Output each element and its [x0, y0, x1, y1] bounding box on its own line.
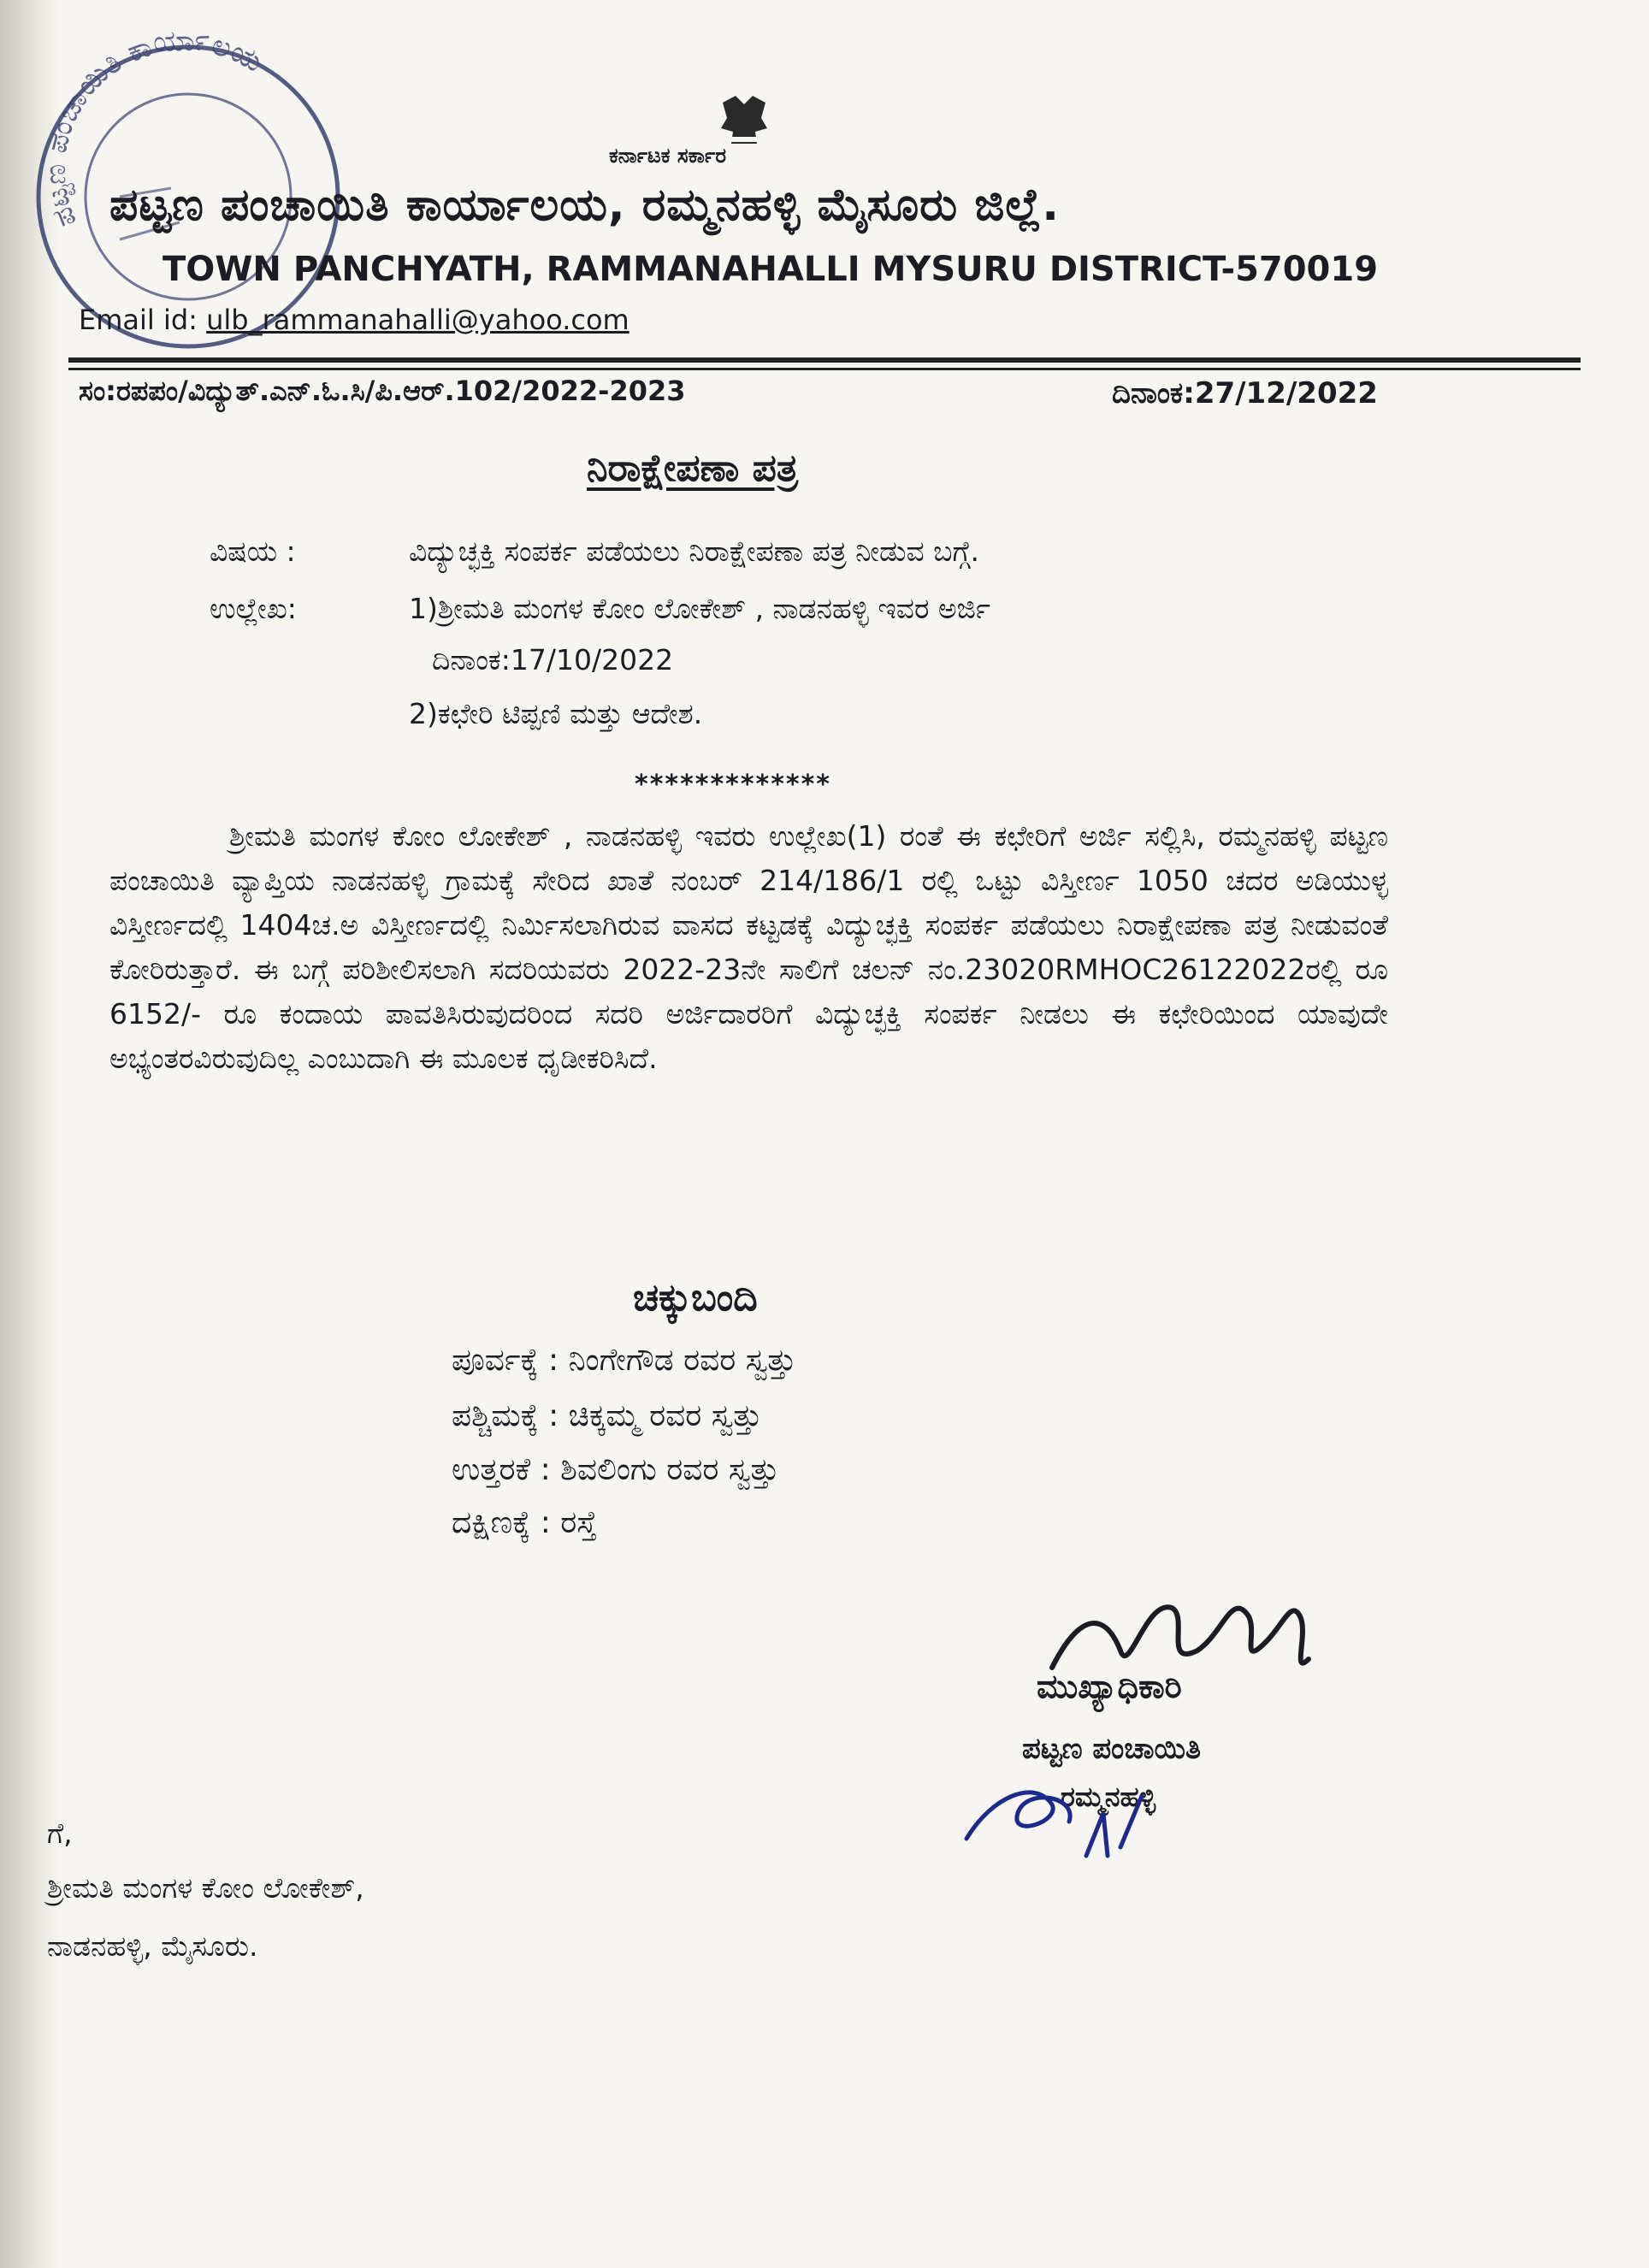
signatory-place: ರಮ್ಮನಹಳ್ಳಿ — [1061, 1781, 1156, 1813]
initials-scrawl — [958, 1762, 1155, 1864]
reference-item-1-date: ದಿನಾಂಕ:17/10/2022 — [432, 643, 674, 676]
recipient-address: ನಾಡನಹಳ್ಳಿ, ಮೈಸೂರು. — [47, 1929, 258, 1963]
letter-date: ದಿನಾಂಕ:27/12/2022 — [1112, 376, 1378, 410]
boundary-east: ಪೂರ್ವಕ್ಕೆ : ನಿಂಗೇಗೌಡ ರವರ ಸ್ವತ್ತು — [452, 1343, 796, 1378]
email-label: Email id: — [79, 304, 198, 336]
boundaries-title: ಚಕ್ಕುಬಂದಿ — [633, 1276, 758, 1320]
body-paragraph: ಶ್ರೀಮತಿ ಮಂಗಳ ಕೋಂ ಲೋಕೇಶ್ , ನಾಡನಹಳ್ಳಿ ಇವರು ಉಲ್ಲೇಖ(1) ರಂತೆ ಈ ಕಛೇರಿಗೆ ಅರ್ಜಿ ಸಲ್ಲಿಸಿ, ರಮ್ಮನಹಳ್ಳಿ ಪಟ್ಟಣ ಪಂಚಾಯಿತಿ ವ್ಯಾಪ್ತಿಯ ನಾಡನಹಳ್ಳಿ ಗ್ರಾಮಕ್ಕೆ ಸೇರಿದ ಖಾತೆ ನಂಬರ್ 214/186/1 ರಲ್ಲಿ ಒಟ್ಟು ವಿಸ್ತೀರ್ಣ 1050 ಚದರ ಅಡಿಯುಳ್ಳ ವಿಸ್ತೀರ್ಣದಲ್ಲಿ 1404ಚ.ಅ ವಿಸ್ತೀರ್ಣದಲ್ಲಿ ನಿರ್ಮಿಸಲಾಗಿರುವ ವಾಸದ ಕಟ್ಟಡಕ್ಕೆ ವಿದ್ಯುಚ್ಛಕ್ತಿ ಸಂಪರ್ಕ ಪಡೆಯಲು ನಿರಾಕ್ಷೇಪಣಾ ಪತ್ರ ನೀಡುವಂತೆ ಕೋರಿರುತ್ತಾರೆ. ಈ ಬಗ್ಗೆ ಪರಿಶೀಲಿಸಲಾಗಿ ಸದರಿಯವರು 2022-23ನೇ ಸಾಲಿಗೆ ಚಲನ್ ನಂ.23020RMHOC26122022ರಲ್ಲಿ ರೂ 6152/- ರೂ ಕಂದಾಯ ಪಾವತಿಸಿರುವುದರಿಂದ ಸದರಿ ಅರ್ಜಿದಾರರಿಗೆ ವಿದ್ಯುಚ್ಛಕ್ತಿ ಸಂಪರ್ಕ ನೀಡಲು ಈ ಕಛೇರಿಯಿಂದ ಯಾವುದೇ ಅಭ್ಯಂತರವಿರುವುದಿಲ್ಲ ಎಂಬುದಾಗಿ ಈ ಮೂಲಕ ಧೃಡೀಕರಿಸಿದೆ. — [109, 819, 1388, 1075]
email-address[interactable]: ulb_rammanahalli@yahoo.com — [206, 304, 629, 336]
boundary-west: ಪಶ್ಚಿಮಕ್ಕೆ : ಚಿಕ್ಕಮ್ಮ ರವರ ಸ್ವತ್ತು — [452, 1398, 762, 1433]
subject-text: ವಿದ್ಯುಚ್ಛಕ್ತಿ ಸಂಪರ್ಕ ಪಡೆಯಲು ನಿರಾಕ್ಷೇಪಣಾ ಪತ್ರ ನೀಡುವ ಬಗ್ಗೆ. — [409, 535, 980, 568]
email-line — [79, 304, 629, 336]
reference-item-2: 2)ಕಛೇರಿ ಟಿಪ್ಪಣಿ ಮತ್ತು ಆದೇಶ. — [409, 697, 703, 730]
document-title: ನಿರಾಕ್ಷೇಪಣಾ ಪತ್ರ — [587, 446, 799, 490]
recipient-name: ಶ್ರೀಮತಿ ಮಂಗಳ ಕೋಂ ಲೋಕೇಶ್, — [47, 1871, 364, 1905]
subject-label: ವಿಷಯ : — [210, 535, 296, 568]
reference-number: ಸಂ:ರಪಪಂ/ವಿದ್ಯುತ್.ಎನ್.ಓ.ಸಿ/ಪಿ.ಆರ್.102/2022-2023 — [79, 375, 686, 407]
signatory-designation: ಮುಖ್ಯಾಧಿಕಾರಿ — [1037, 1668, 1182, 1705]
state-emblem-icon — [714, 94, 774, 147]
signatory-office: ಪಟ್ಟಣ ಪಂಚಾಯಿತಿ — [1022, 1732, 1202, 1766]
header-rule — [68, 357, 1581, 363]
boundary-north: ಉತ್ತರಕೆ : ಶಿವಲಿಂಗು ರವರ ಸ್ವತ್ತು — [452, 1452, 780, 1487]
seal-text: ಪಟ್ಟಣ ಪಂಚಾಯಿತಿ ಕಾರ್ಯಾಲಯ — [38, 26, 269, 233]
reference-item-1: 1)ಶ್ರೀಮತಿ ಮಂಗಳ ಕೋಂ ಲೋಕೇಶ್ , ನಾಡನಹಳ್ಳಿ ಇವರ ಅರ್ಜಿ — [409, 592, 990, 625]
office-name-kannada: ಪಟ್ಟಣ ಪಂಚಾಯಿತಿ ಕಾರ್ಯಾಲಯ, ರಮ್ಮನಹಳ್ಳಿ ಮೈಸೂರು ಜಿಲ್ಲೆ. — [109, 180, 1060, 231]
government-line: ಕರ್ನಾಟಕ ಸರ್ಕಾರ — [609, 144, 727, 168]
header-rule-thin — [68, 368, 1581, 370]
recipient-to: ಗೆ, — [47, 1816, 73, 1850]
boundary-south: ದಕ್ಷಿಣಕ್ಕೆ : ರಸ್ತೆ — [452, 1505, 597, 1540]
separator-stars: ************* — [635, 770, 831, 800]
reference-label: ಉಲ್ಲೇಖ: — [210, 592, 297, 625]
office-name-english: TOWN PANCHYATH, RAMMANAHALLI MYSURU DISTRICT-570019 — [163, 250, 1379, 289]
